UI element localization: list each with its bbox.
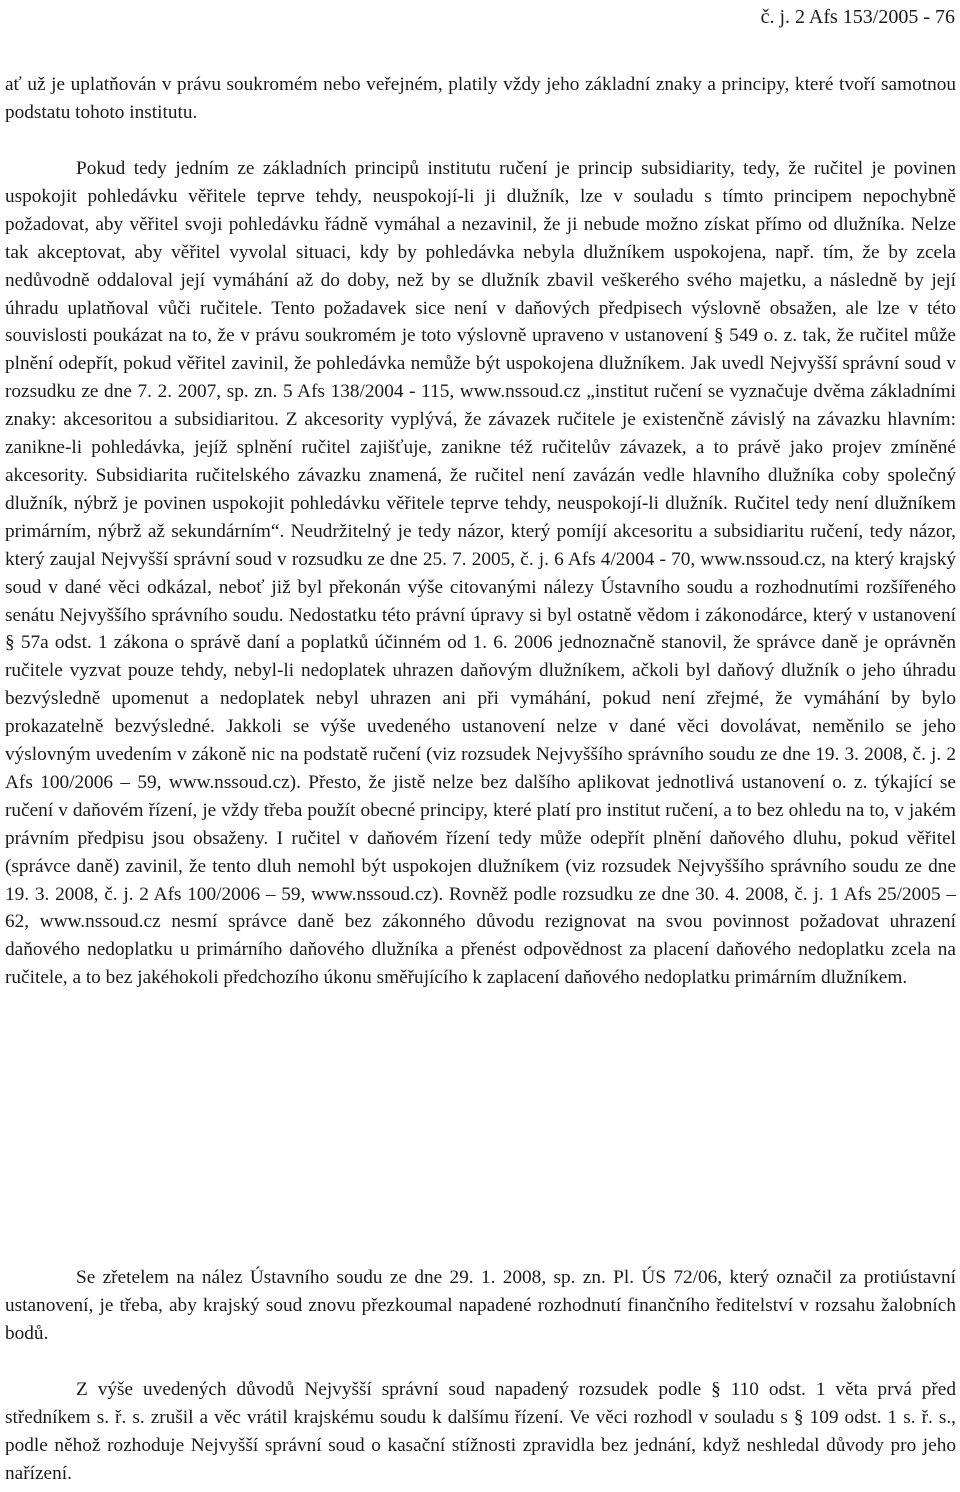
paragraph-continuation: ať už je uplatňován v právu soukromém nebo veřejném, platily vždy jeho základní znaky a principy, které tvoří samotnou podstatu tohoto institutu. [5, 74, 956, 123]
paragraph-constitutional-court-ruling: Se zřetelem na nález Ústavního soudu ze dne 29. 1. 2008, sp. zn. Pl. ÚS 72/06, který označil za protiústavní ustanovení, je třeba, aby krajský soud znovu přezkoumal napadené rozhodnutí finančního ředitelství v rozsahu žalobních bodů. [5, 1267, 956, 1344]
paragraph-verdict: Z výše uvedených důvodů Nejvyšší správní soud napadený rozsudek podle § 110 odst. 1 věta prvá před středníkem s. ř. s. zrušil a věc vrátil krajskému soudu k dalšímu řízení. Ve věci rozhodl v souladu s § 109 odst. 1 s. ř. s., podle něhož rozhoduje Nejvyšší správní soud o kasační stížnosti zpravidla bez jednání, když neshledal důvody pro jeho nařízení. [5, 1379, 956, 1484]
case-number-header: č. j. 2 Afs 153/2005 - 76 [760, 6, 955, 28]
paragraph-subsidiarity-principle: Pokud tedy jedním ze základních principů institutu ručení je princip subsidiarity, tedy, že ručitel je povinen uspokojit pohledávku věřitele teprve tehdy, neuspokojí-li ji dlužník, lze v souladu s tímto principem nepochybně požadovat, aby věřitel svoji pohledávku řádně vymáhal a nezavinil, že ji nebude možno získat přímo od dlužníka. Nelze tak akceptovat, aby věřitel vyvolal situaci, kdy by pohledávka nebyla dlužníkem uspokojena, např. tím, že by zcela nedůvodně oddaloval její vymáhání až do doby, než by se dlužník zbavil veškerého svého majetku, a následně by její úhradu uplatňoval vůči ručitele. Tento požadavek sice není v daňových předpisech výslovně obsažen, ale lze v této souvislosti poukázat na to, že v právu soukromém je toto výslovně upraveno v ustanovení § 549 o. z. tak, že ručitel může plnění odepřít, pokud věřitel zavinil, že pohledávka nemůže být uspokojena dlužníkem. Jak uvedl Nejvyšší správní soud v rozsudku ze dne 7. 2. 2007, sp. zn. 5 Afs 138/2004 - 115, www.nssoud.cz „institut ručení se vyznačuje dvěma základními znaky: akcesoritou a subsidiaritou. Z akcesority vyplývá, že závazek ručitele je existenčně závislý na závazku hlavním: zanikne-li pohledávka, jejíž splnění ručitel zajišťuje, zanikne též ručitelův závazek, a to právě jako projev zmíněné akcesority. Subsidiarita ručitelského závazku znamená, že ručitel není zavázán vedle hlavního dlužníka coby společný dlužník, nýbrž je povinen uspokojit pohledávku věřitele teprve tehdy, neuspokojí-li dlužník. Ručitel tedy není dlužníkem primárním, nýbrž až sekundárním“. Neudržitelný je tedy názor, který pomíjí akcesoritu a subsidiaritu ručení, tedy názor, který zaujal Nejvyšší správní soud v rozsudku ze dne 25. 7. 2005, č. j. 6 Afs 4/2004 - 70, www.nssoud.cz, na který krajský soud v dané věci odkázal, neboť již byl překonán výše citovanými nálezy Ústavního soudu a rozhodnutími rozšířeného senátu Nejvyššího správního soudu. Nedostatku této právní úpravy si byl ostatně vědom i zákonodárce, který v ustanovení § 57a odst. 1 zákona o správě daní a poplatků účinném od 1. 6. 2006 jednoznačně stanovil, že správce daně je oprávněn ručitele vyzvat pouze tehdy, nebyl-li nedoplatek uhrazen daňovým dlužníkem, ačkoli byl daňový dlužník o jeho úhradu bezvýsledně upomenut a nedoplatek nebyl uhrazen ani při vymáhání, pokud není zřejmé, že vymáhání by bylo prokazatelně bezvýsledné. Jakkoli se výše uvedeného ustanovení nelze v dané věci dovolávat, neměnilo se jeho výslovným uvedením v zákoně nic na podstatě ručení (viz rozsudek Nejvyššího správního soudu ze dne 19. 3. 2008, č. j. 2 Afs 100/2006 – 59, www.nssoud.cz). Přesto, že jistě nelze bez dalšího aplikovat jednotlivá ustanovení o. z. týkající se ručení v daňovém řízení, je vždy třeba použít obecné principy, které platí pro institut ručení, a to bez ohledu na to, v jakém právním předpisu jsou obsaženy. I ručitel v daňovém řízení tedy může odepřít plnění daňového dluhu, pokud věřitel (správce daně) zavinil, že tento dluh nemohl být uspokojen dlužníkem (viz rozsudek Nejvyššího správního soudu ze dne 19. 3. 2008, č. j. 2 Afs 100/2006 – 59, www.nssoud.cz). Rovněž podle rozsudku ze dne 30. 4. 2008, č. j. 1 Afs 25/2005 – 62, www.nssoud.cz nesmí správce daně bez zákonného důvodu rezignovat na svou povinnost požadovat uhrazení daňového nedoplatku u primárního daňového dlužníka a přenést odpovědnost za placení daňového nedoplatku zcela na ručitele, a to bez jakéhokoli předchozího úkonu směřujícího k zaplacení daňového nedoplatku primárním dlužníkem. [5, 158, 956, 989]
